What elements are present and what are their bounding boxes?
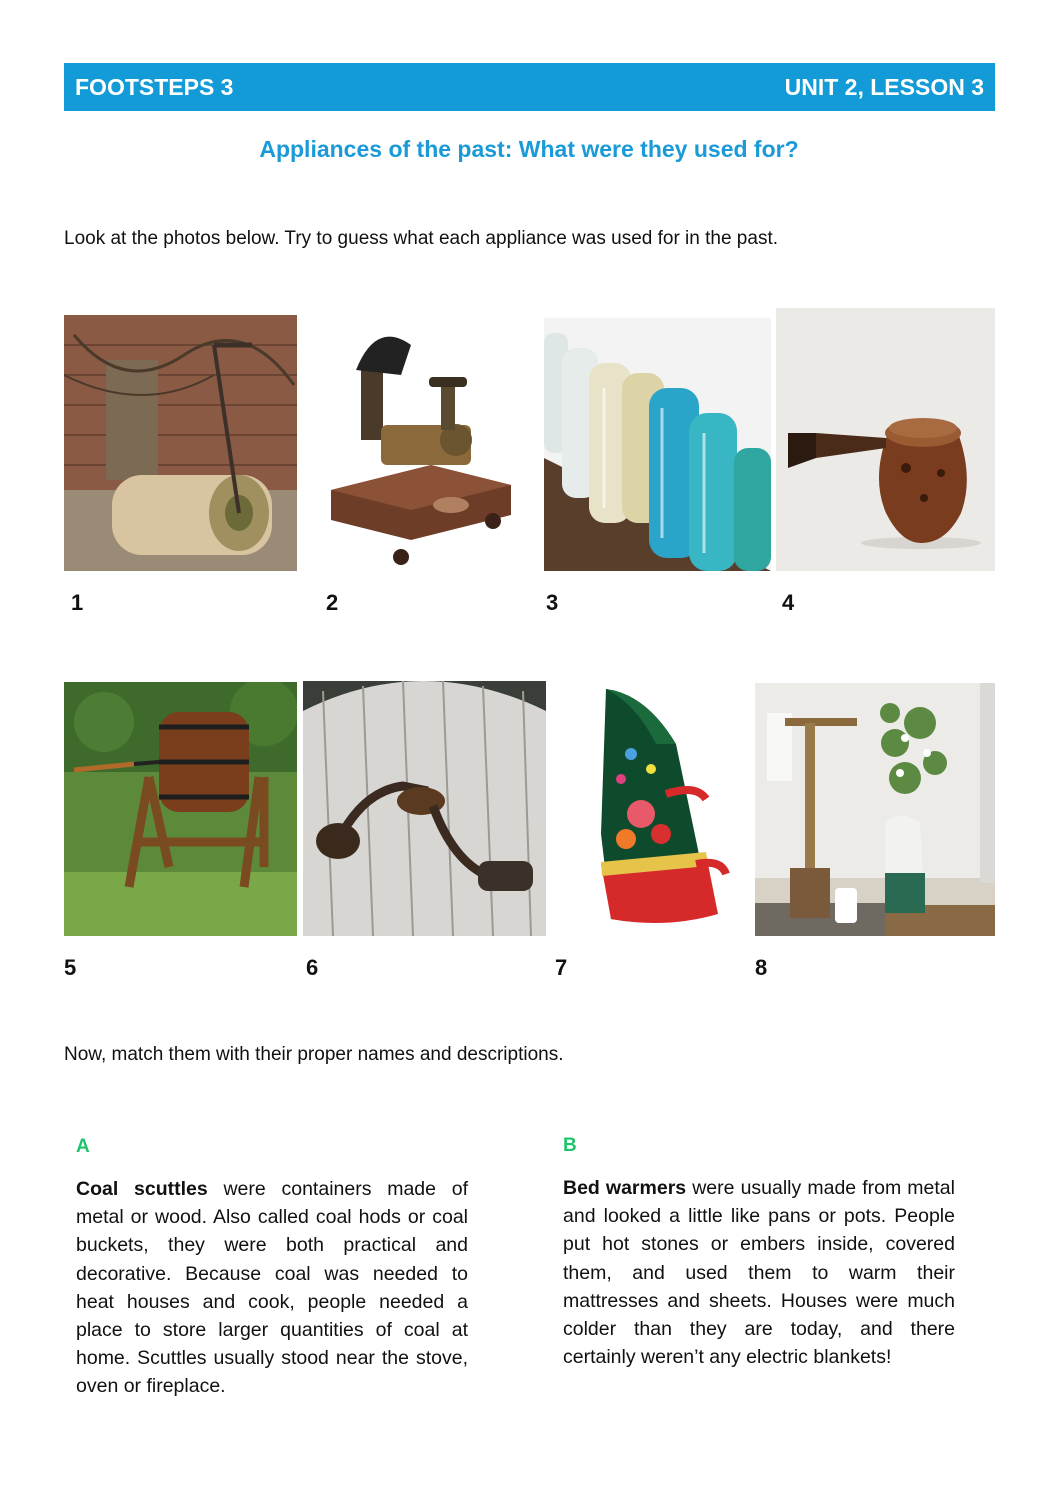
- card-text: were containers made of metal or wood. Also called coal hods or coal buckets, they were both practical and decorative. Because coal was needed to heat houses and cook, people needed a place to store larger quantities of coal at home. Scuttles usually stood near the stove, oven or fireplace.: [76, 1178, 469, 1398]
- photo-number: 7: [555, 955, 568, 980]
- page-title: Appliances of the past: What were they used for?: [259, 136, 799, 162]
- card-letter-a: A: [76, 1136, 90, 1157]
- photo-telegraph-key: [301, 315, 539, 571]
- photo-garden-roller: [64, 315, 297, 571]
- card-description-a: [76, 1175, 468, 1401]
- photo-number: 6: [306, 955, 319, 980]
- card-term: Coal scuttles: [76, 1178, 208, 1200]
- card-description-b: [563, 1174, 955, 1371]
- photo-glass-insulators: [544, 318, 771, 571]
- photo-number: 3: [546, 590, 559, 615]
- unit-lesson: UNIT 2, LESSON 3: [784, 73, 984, 100]
- photo-hand-brace: [303, 681, 546, 936]
- photo-roaster-pot: [776, 308, 995, 571]
- instruction-guess: Look at the photos below. Try to guess what each appliance was used for in the past.: [64, 228, 779, 249]
- instruction-match: Now, match them with their proper names and descriptions.: [64, 1044, 564, 1065]
- photo-coal-scuttle: [556, 684, 752, 936]
- card-letter-b: B: [563, 1135, 577, 1156]
- card-text: were usually made from metal and looked a little like pans or pots. People put hot stones or embers inside, covered them, and used them to warm their mattresses and sheets. Houses were much colder than they are today, and there certainly weren’t any electric blankets!: [563, 1177, 955, 1369]
- photo-number: 1: [71, 590, 84, 615]
- photo-wooden-plunger: [755, 683, 995, 936]
- photo-number: 2: [326, 590, 339, 615]
- photo-barrel-churn: [64, 682, 297, 936]
- photo-number: 4: [782, 590, 795, 615]
- photo-number: 5: [64, 955, 77, 980]
- card-term: Bed warmers: [563, 1177, 687, 1199]
- header-banner: [64, 63, 995, 111]
- photo-number: 8: [755, 955, 768, 980]
- series-title: FOOTSTEPS 3: [75, 73, 234, 100]
